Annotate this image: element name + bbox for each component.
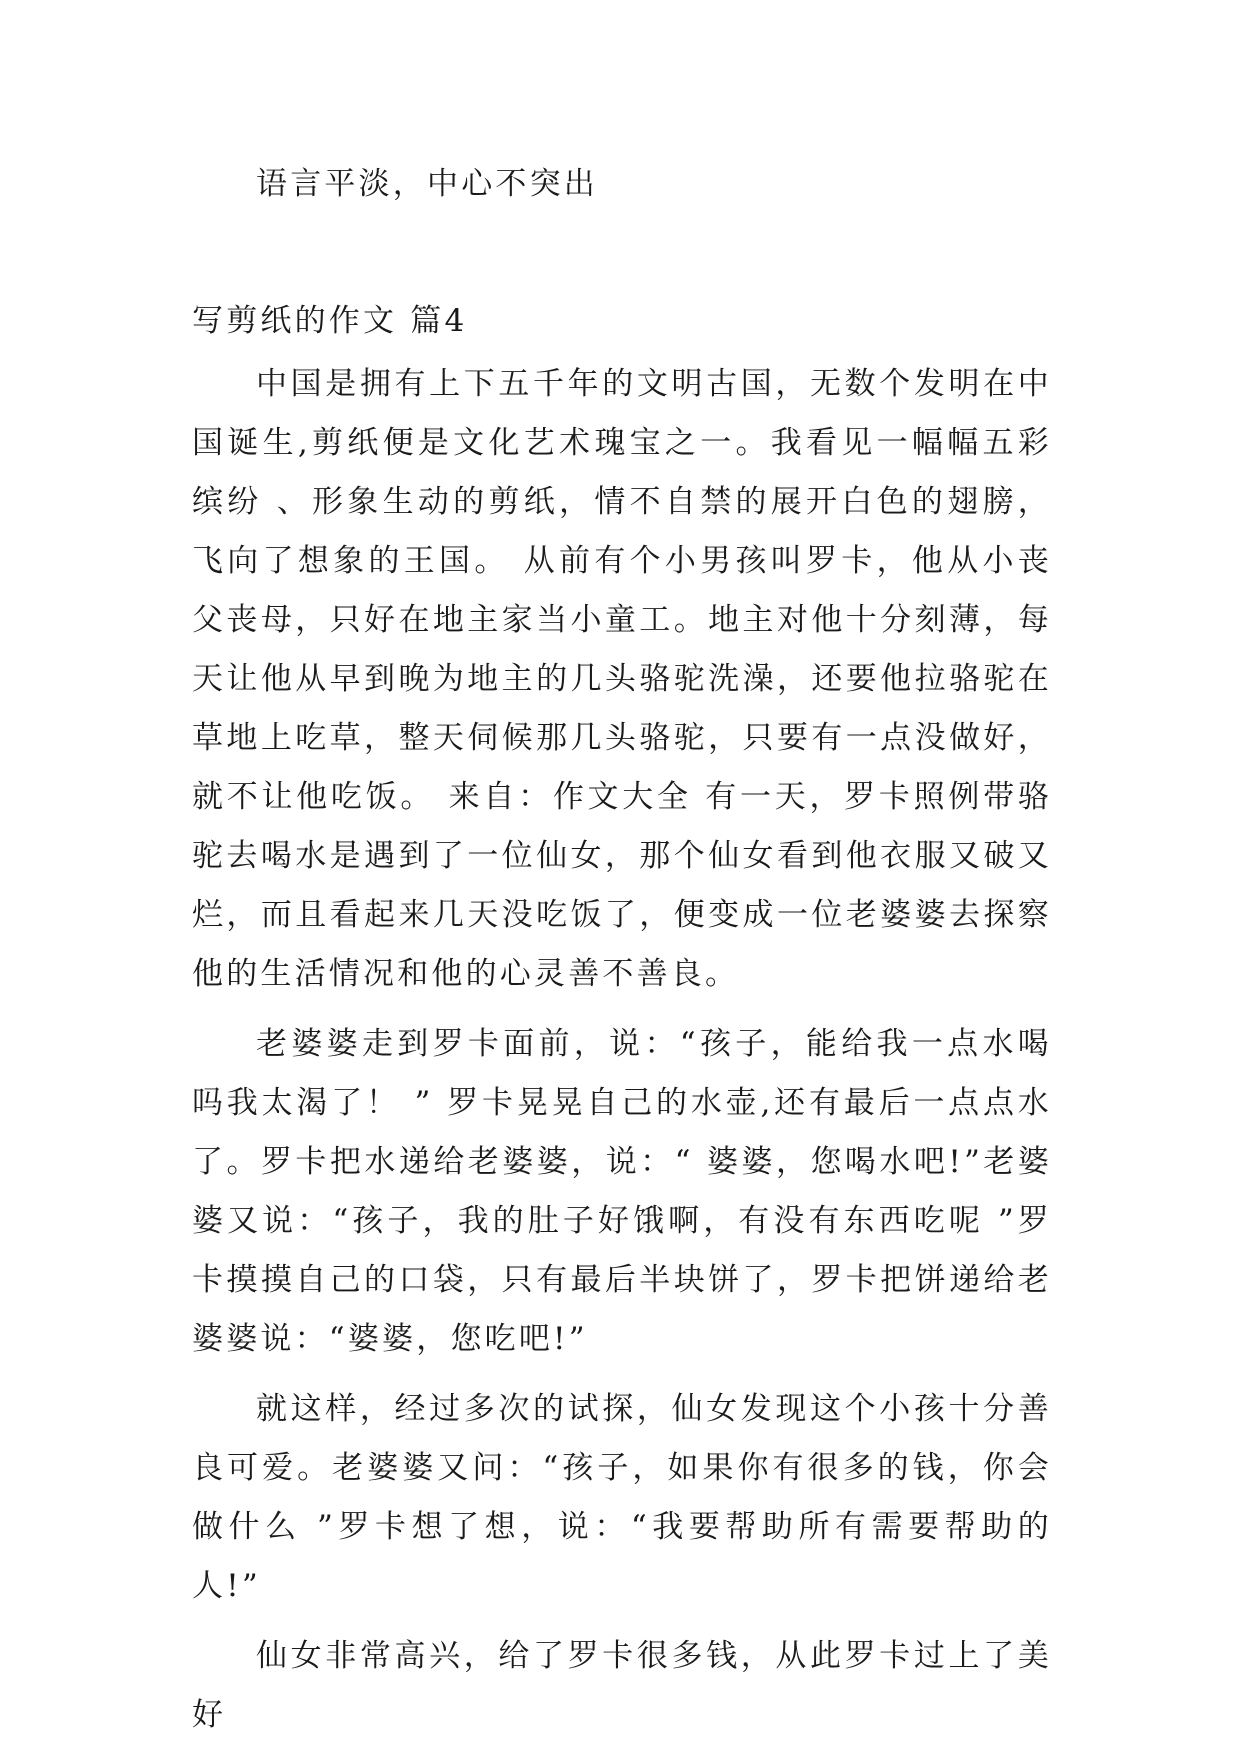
- section-title: 写剪纸的作文 篇4: [192, 303, 468, 339]
- paragraph-2: 老婆婆走到罗卡面前，说：“孩子，能给我一点水喝吗我太渴了！ ” 罗卡晃晃自己的水壶,还有最后一点点水了。罗卡把水递给老婆婆，说：“ 婆婆，您喝水吧!”老婆婆又说：“孩子，我的肚子好饿啊，有没有东西吃呢 ”罗卡摸摸自己的口袋，只有最后半块饼了，罗卡把饼递给老婆婆说：“婆婆，您吃吧!”: [192, 1026, 1052, 1357]
- paragraph-4: 仙女非常高兴，给了罗卡很多钱，从此罗卡过上了美好: [192, 1638, 1052, 1733]
- closing-line: 语言平淡，中心不突出: [256, 166, 598, 202]
- paragraph-1: 中国是拥有上下五千年的文明古国，无数个发明在中国诞生,剪纸便是文化艺术瑰宝之一。我看见一幅幅五彩缤纷 、形象生动的剪纸，情不自禁的展开白色的翅膀，飞向了想象的王国。 从前有个小男孩叫罗卡，他从小丧父丧母，只好在地主家当小童工。地主对他十分刻薄，每天让他从早到晚为地主的几头骆驼洗澡，还要他拉骆驼在草地上吃草，整天伺候那几头骆驼，只要有一点没做好，就不让他吃饭。 来自：作文大全 有一天，罗卡照例带骆驼去喝水是遇到了一位仙女，那个仙女看到他衣服又破又烂，而且看起来几天没吃饭了，便变成一位老婆婆去探察他的生活情况和他的心灵善不善良。: [192, 366, 1052, 992]
- document-body: [192, 155, 1052, 1756]
- paragraph-3: 就这样，经过多次的试探，仙女发现这个小孩十分善良可爱。老婆婆又问：“孩子，如果你有很多的钱，你会做什么 ”罗卡想了想，说：“我要帮助所有需要帮助的人!”: [192, 1391, 1052, 1604]
